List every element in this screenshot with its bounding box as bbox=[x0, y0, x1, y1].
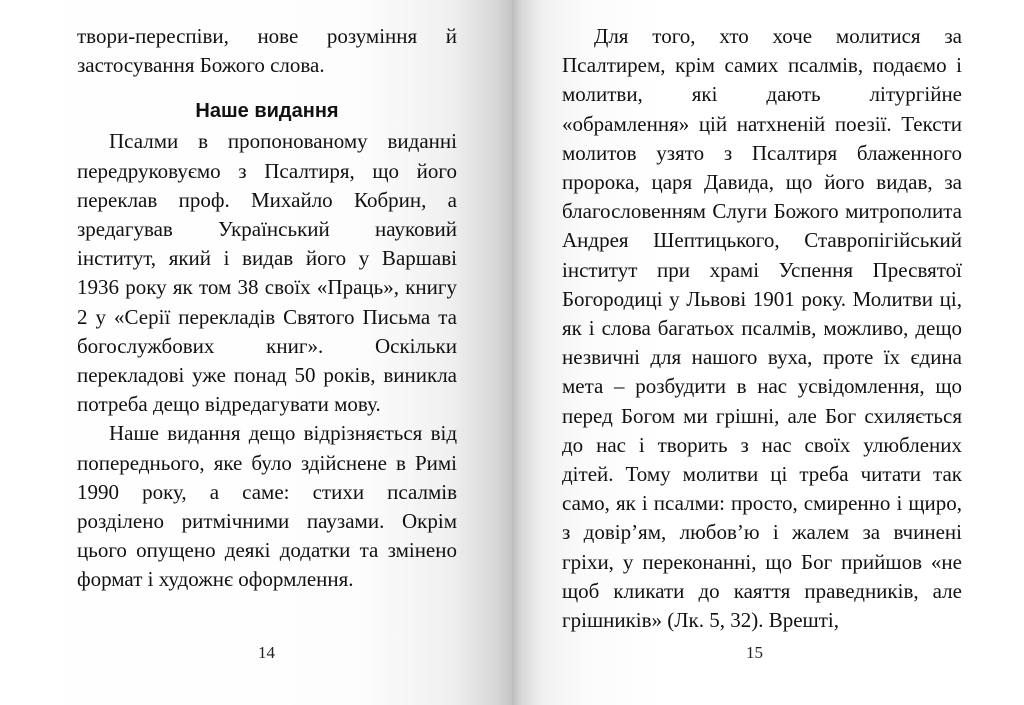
intro-paragraph: твори-переспіви, нове розуміння й застосування Божого слова. bbox=[77, 24, 457, 78]
paragraph-prayers: Для того, хто хоче молитися за Псалтирем, крім самих псалмів, подаємо і молитви, які дають літургійне «обрамлення» цій натхненій поезії. Тексти молитов узято з Псалтиря блаженного пророка, царя Давида, що його видав, за благословенням Слуги Божого митрополита Андрея Шептицького, Ставропігійський інститут при храмі Успення Пресвятої Богородиці у Львові 1901 року. Молитви ці, як і слова багатьох псалмів, можливо, дещо незвичні для нашого вуха, проте їх єдина мета – розбудити в нас усвідомлення, що перед Богом ми грішні, але Бог схиляється до нас і творить з нас своїх улюблених дітей. Тому молитви ці треба читати так само, як і псалми: просто, смиренно і щиро, з довір’ям, любов’ю і жалем за вчинені гріхи, у переконанні, що Бог прийшов «не щоб кликати до каяття праведників, але грішників» (Лк. 5, 32). Врешті, bbox=[562, 24, 962, 633]
section-heading: Наше видання bbox=[195, 100, 339, 123]
right-page-text bbox=[562, 22, 962, 635]
page-number-left: 14 bbox=[258, 643, 275, 662]
paragraph-edition-differences: Наше видання дещо відрізняється від попереднього, яке було здійснене в Римі 1990 року, а саме: стихи псалмів розділено ритмічними паузами. Окрім цього опущено деякі додатки та змінено формат і художнє оформлення. bbox=[77, 421, 457, 592]
right-page bbox=[512, 0, 1024, 705]
paragraph-edition-source: Псалми в пропонованому виданні передруковуємо з Псалтиря, що його переклав проф. Михайло Кобрин, а зредагував Український науковий інститут, який і видав його у Варшаві 1936 року як том 38 своїх «Праць», книгу 2 у «Серії перекладів Святого Письма та богослужбових книг». Оскільки перекладові уже понад 50 років, виникла потреба дещо відредагувати мову. bbox=[77, 129, 457, 417]
page-number-right: 15 bbox=[746, 643, 763, 662]
left-page-text bbox=[77, 22, 457, 595]
